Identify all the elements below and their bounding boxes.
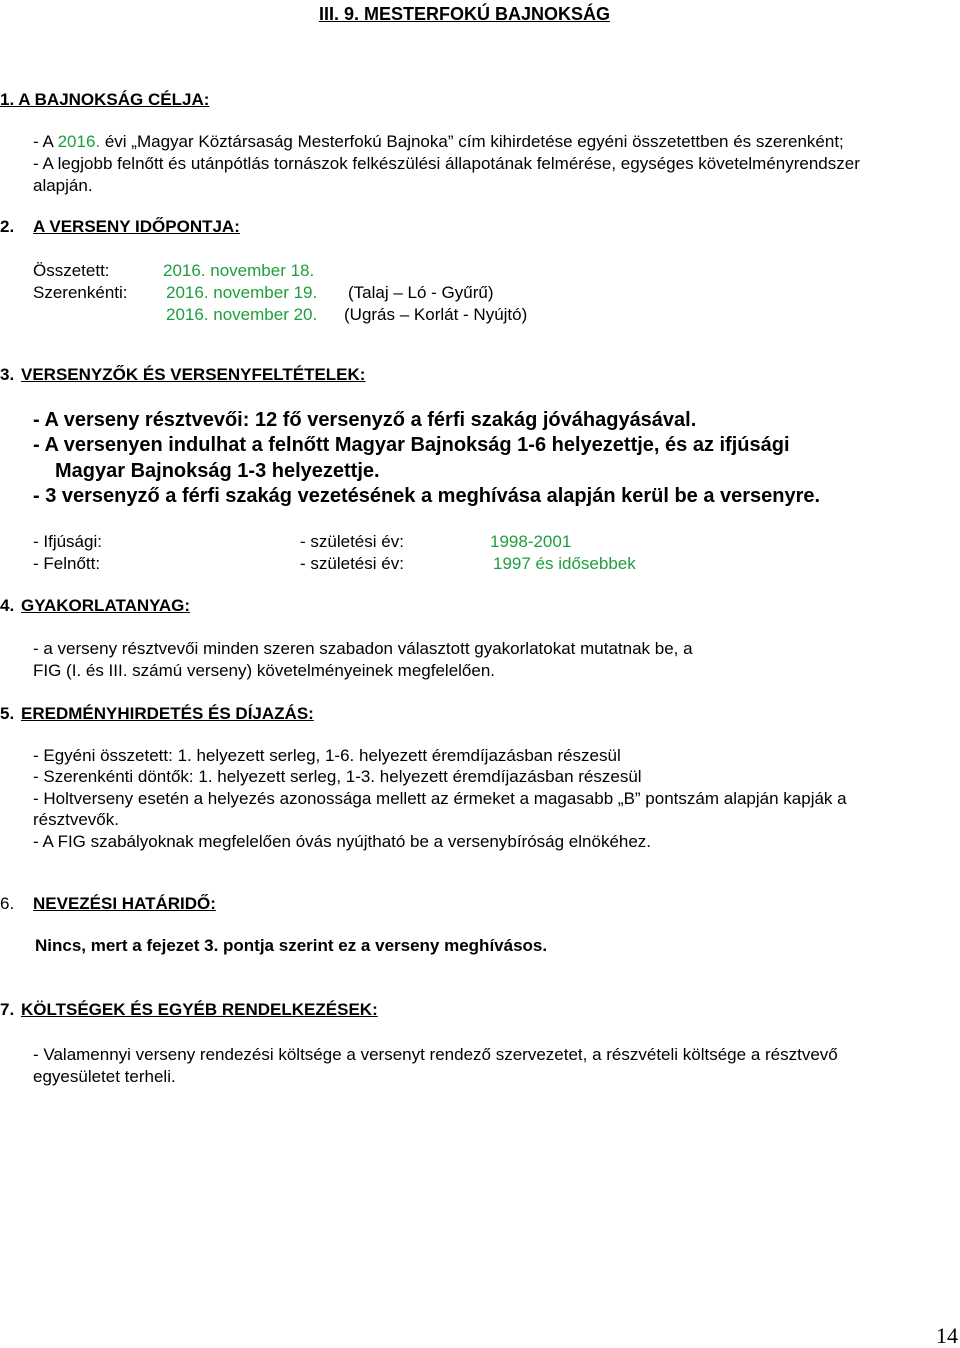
allround-date: 2016. november 18. <box>163 261 315 280</box>
age-value: 1998-2001 <box>490 532 572 551</box>
section-2-number: 2. <box>0 217 15 236</box>
section-4-line-2: FIG (I. és III. számú verseny) követelményeinek megfelelően. <box>33 661 496 680</box>
year-highlight: 2016. <box>57 132 101 151</box>
section-5-line-2: - Szerenkénti döntők: 1. helyezett serleg, 1-3. helyezett éremdíjazásban részesül <box>33 767 642 786</box>
section-5-heading: EREDMÉNYHIRDETÉS ÉS DÍJAZÁS: <box>21 704 314 723</box>
section-3-heading: VERSENYZŐK ÉS VERSENYFELTÉTELEK: <box>21 365 366 384</box>
page-number: 14 <box>936 1323 958 1348</box>
section-6-text: Nincs, mert a fejezet 3. pontja szerint ez a verseny meghívásos. <box>35 936 548 955</box>
apparatus-events-1: (Talaj – Ló - Gyűrű) <box>348 283 494 302</box>
apparatus-label: Szerenkénti: <box>33 283 128 302</box>
section-7-heading: KÖLTSÉGEK ÉS EGYÉB RENDELKEZÉSEK: <box>21 1000 378 1019</box>
age-category: - Ifjúsági: <box>33 532 102 551</box>
section-3-number: 3. <box>0 365 15 384</box>
section-5-number: 5. <box>0 704 15 723</box>
condition-1: - A verseny résztvevői: 12 fő versenyző a férfi szakág jóváhagyásával. <box>33 409 697 431</box>
age-category: - Felnőtt: <box>33 554 101 573</box>
section-1-line-2: - A legjobb felnőtt és utánpótlás tornászok felkészülési állapotának felmérése, egységes követelményrendszer <box>33 154 860 173</box>
section-5-line-1: - Egyéni összetett: 1. helyezett serleg, 1-6. helyezett éremdíjazásban részesül <box>33 746 621 765</box>
section-7-number: 7. <box>0 1000 15 1019</box>
age-label: - születési év: <box>300 532 404 551</box>
apparatus-date-1: 2016. november 19. <box>166 283 318 302</box>
section-1-line-1 <box>33 133 844 150</box>
section-6-heading: NEVEZÉSI HATÁRIDŐ: <box>33 894 216 913</box>
line-prefix: - A <box>33 132 58 151</box>
section-4-heading: GYAKORLATANYAG: <box>21 596 191 615</box>
section-6-number: 6. <box>0 894 15 913</box>
condition-3: - 3 versenyző a férfi szakág vezetésének a meghívása alapján kerül be a versenyre. <box>33 485 821 507</box>
section-7-line-2: egyesületet terheli. <box>33 1067 176 1086</box>
section-2-heading: A VERSENY IDŐPONTJA: <box>33 217 240 236</box>
section-4-line-1: - a verseny résztvevői minden szeren szabadon választott gyakorlatokat mutatnak be, a <box>33 639 693 658</box>
section-1-heading: 1. A BAJNOKSÁG CÉLJA: <box>0 90 210 109</box>
section-5-line-3: - Holtverseny esetén a helyezés azonossága mellett az érmeket a magasabb „B” pontszám alapján kapják a <box>33 789 847 808</box>
apparatus-events-2: (Ugrás – Korlát - Nyújtó) <box>344 305 528 324</box>
apparatus-date-2: 2016. november 20. <box>166 305 318 324</box>
line-rest: évi „Magyar Köztársaság Mesterfokú Bajnoka” cím kihirdetése egyéni összetettben és szerenként; <box>100 132 844 151</box>
section-5-line-5: - A FIG szabályoknak megfelelően óvás nyújtható be a versenybíróság elnökéhez. <box>33 832 652 851</box>
age-value: 1997 és idősebbek <box>493 554 636 573</box>
section-7-line-1: - Valamennyi verseny rendezési költsége a versenyt rendező szervezetet, a részvételi költsége a résztvevő <box>33 1045 838 1064</box>
condition-2a: - A versenyen indulhat a felnőtt Magyar Bajnokság 1-6 helyezettje, és az ifjúsági <box>33 434 790 456</box>
age-label: - születési év: <box>300 554 404 573</box>
page-title: III. 9. MESTERFOKÚ BAJNOKSÁG <box>319 4 611 24</box>
section-4-number: 4. <box>0 596 15 615</box>
condition-2b: Magyar Bajnokság 1-3 helyezettje. <box>55 460 380 482</box>
section-1-line-3: alapján. <box>33 176 93 195</box>
allround-label: Összetett: <box>33 261 110 280</box>
section-5-line-4: résztvevők. <box>33 810 119 829</box>
